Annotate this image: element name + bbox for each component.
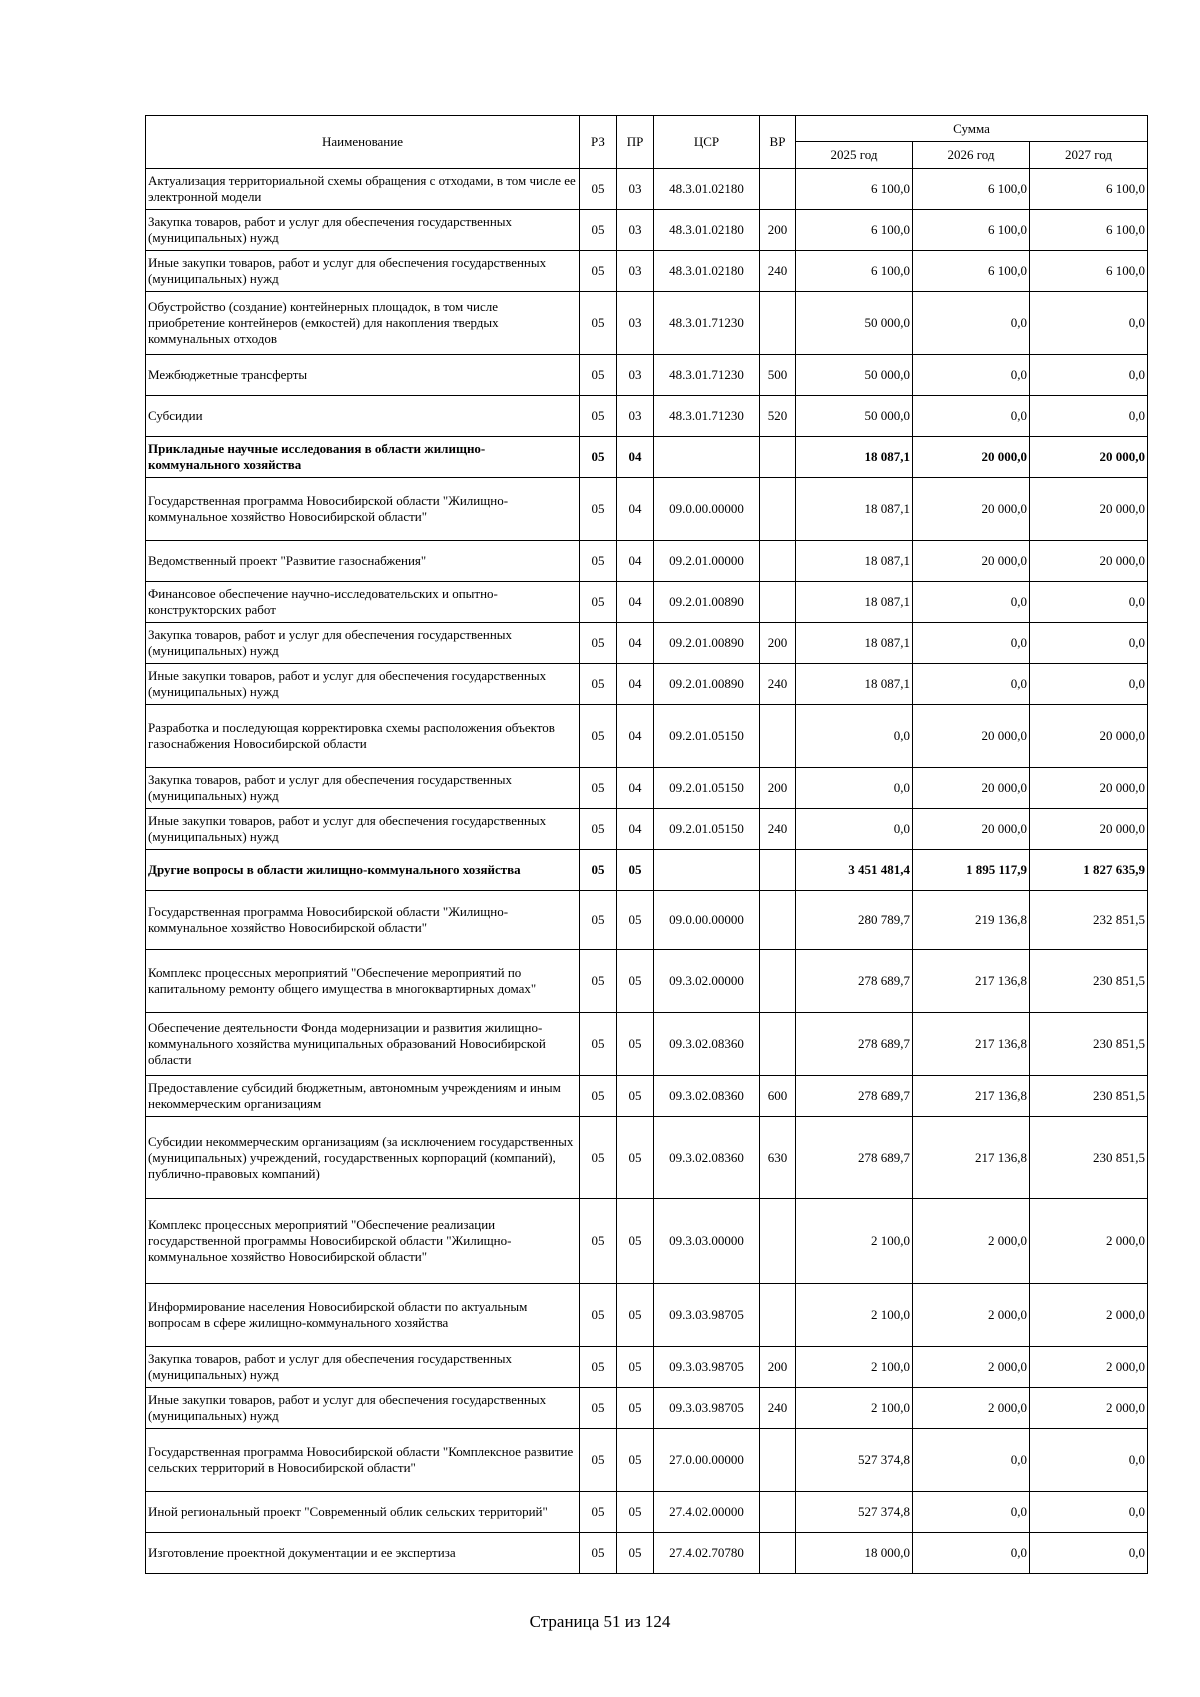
row-name-cell: Разработка и последующая корректировка схемы расположения объектов газоснабжения Новосибирской области <box>146 705 580 768</box>
row-rz-cell: 05 <box>580 355 617 396</box>
header-year-2026: 2026 год <box>913 142 1030 169</box>
row-sum-2026-cell: 2 000,0 <box>913 1284 1030 1347</box>
row-vr-cell <box>760 169 796 210</box>
row-name-cell: Государственная программа Новосибирской области "Жилищно-коммунальное хозяйство Новосибирской области" <box>146 478 580 541</box>
row-pr-cell: 05 <box>617 1076 654 1117</box>
row-sum-2027-cell: 0,0 <box>1030 292 1148 355</box>
table-row <box>146 950 1148 1013</box>
row-sum-2027-cell: 2 000,0 <box>1030 1284 1148 1347</box>
row-vr-cell: 630 <box>760 1117 796 1199</box>
table-row <box>146 582 1148 623</box>
row-sum-2025-cell: 18 087,1 <box>796 478 913 541</box>
header-year-2025: 2025 год <box>796 142 913 169</box>
row-vr-cell: 240 <box>760 251 796 292</box>
row-pr-cell: 05 <box>617 850 654 891</box>
row-pr-cell: 05 <box>617 1533 654 1574</box>
header-csr: ЦСР <box>654 116 760 169</box>
row-pr-cell: 05 <box>617 1013 654 1076</box>
row-sum-2027-cell: 20 000,0 <box>1030 478 1148 541</box>
row-vr-cell <box>760 705 796 768</box>
row-rz-cell: 05 <box>580 950 617 1013</box>
table-row <box>146 1429 1148 1492</box>
row-name-cell: Ведомственный проект "Развитие газоснабжения" <box>146 541 580 582</box>
row-csr-cell: 09.3.02.08360 <box>654 1013 760 1076</box>
row-pr-cell: 03 <box>617 210 654 251</box>
row-sum-2025-cell: 280 789,7 <box>796 891 913 950</box>
row-sum-2027-cell: 20 000,0 <box>1030 809 1148 850</box>
row-name-cell: Иные закупки товаров, работ и услуг для обеспечения государственных (муниципальных) нужд <box>146 251 580 292</box>
row-pr-cell: 04 <box>617 541 654 582</box>
row-csr-cell: 48.3.01.02180 <box>654 169 760 210</box>
row-sum-2025-cell: 2 100,0 <box>796 1199 913 1284</box>
row-sum-2027-cell: 0,0 <box>1030 396 1148 437</box>
row-pr-cell: 04 <box>617 705 654 768</box>
table-row <box>146 664 1148 705</box>
row-vr-cell <box>760 950 796 1013</box>
row-rz-cell: 05 <box>580 251 617 292</box>
row-csr-cell: 09.2.01.05150 <box>654 705 760 768</box>
row-sum-2026-cell: 219 136,8 <box>913 891 1030 950</box>
row-sum-2027-cell: 0,0 <box>1030 623 1148 664</box>
row-rz-cell: 05 <box>580 1284 617 1347</box>
row-csr-cell: 09.3.02.00000 <box>654 950 760 1013</box>
table-row <box>146 705 1148 768</box>
header-year-2027: 2027 год <box>1030 142 1148 169</box>
row-sum-2025-cell: 527 374,8 <box>796 1492 913 1533</box>
row-pr-cell: 05 <box>617 1429 654 1492</box>
row-name-cell: Иные закупки товаров, работ и услуг для обеспечения государственных (муниципальных) нужд <box>146 1388 580 1429</box>
row-sum-2026-cell: 2 000,0 <box>913 1199 1030 1284</box>
row-sum-2025-cell: 6 100,0 <box>796 251 913 292</box>
row-sum-2027-cell: 6 100,0 <box>1030 169 1148 210</box>
row-csr-cell: 09.2.01.00890 <box>654 582 760 623</box>
row-sum-2025-cell: 278 689,7 <box>796 1117 913 1199</box>
row-sum-2027-cell: 0,0 <box>1030 664 1148 705</box>
row-sum-2026-cell: 20 000,0 <box>913 437 1030 478</box>
row-vr-cell <box>760 292 796 355</box>
row-name-cell: Иные закупки товаров, работ и услуг для обеспечения государственных (муниципальных) нужд <box>146 664 580 705</box>
row-sum-2027-cell: 0,0 <box>1030 1429 1148 1492</box>
table-body <box>146 169 1148 1574</box>
row-sum-2026-cell: 0,0 <box>913 1492 1030 1533</box>
row-name-cell: Комплекс процессных мероприятий "Обеспечение мероприятий по капитальному ремонту общего имущества в многоквартирных домах" <box>146 950 580 1013</box>
row-sum-2025-cell: 50 000,0 <box>796 355 913 396</box>
row-sum-2027-cell: 6 100,0 <box>1030 210 1148 251</box>
row-name-cell: Обеспечение деятельности Фонда модернизации и развития жилищно-коммунального хозяйства муниципальных образований Новосибирской области <box>146 1013 580 1076</box>
row-sum-2026-cell: 2 000,0 <box>913 1347 1030 1388</box>
row-rz-cell: 05 <box>580 1533 617 1574</box>
row-name-cell: Обустройство (создание) контейнерных площадок, в том числе приобретение контейнеров (емкостей) для накопления твердых коммунальных отходов <box>146 292 580 355</box>
row-sum-2026-cell: 0,0 <box>913 1533 1030 1574</box>
row-name-cell: Информирование населения Новосибирской области по актуальным вопросам в сфере жилищно-коммунального хозяйства <box>146 1284 580 1347</box>
table-row <box>146 1347 1148 1388</box>
table-row <box>146 1284 1148 1347</box>
row-sum-2027-cell: 20 000,0 <box>1030 541 1148 582</box>
row-sum-2025-cell: 278 689,7 <box>796 1013 913 1076</box>
table-header <box>146 116 1148 169</box>
row-sum-2027-cell: 20 000,0 <box>1030 705 1148 768</box>
row-rz-cell: 05 <box>580 292 617 355</box>
row-vr-cell: 600 <box>760 1076 796 1117</box>
row-rz-cell: 05 <box>580 210 617 251</box>
header-rz: РЗ <box>580 116 617 169</box>
row-sum-2025-cell: 18 087,1 <box>796 541 913 582</box>
row-vr-cell: 240 <box>760 1388 796 1429</box>
row-rz-cell: 05 <box>580 623 617 664</box>
row-csr-cell: 09.3.03.00000 <box>654 1199 760 1284</box>
row-pr-cell: 05 <box>617 1347 654 1388</box>
row-sum-2027-cell: 2 000,0 <box>1030 1388 1148 1429</box>
row-sum-2026-cell: 6 100,0 <box>913 169 1030 210</box>
row-csr-cell: 09.3.03.98705 <box>654 1347 760 1388</box>
row-pr-cell: 03 <box>617 169 654 210</box>
page-number: Страница 51 из 124 <box>529 1612 671 1631</box>
row-pr-cell: 05 <box>617 1117 654 1199</box>
row-sum-2027-cell: 2 000,0 <box>1030 1347 1148 1388</box>
row-sum-2026-cell: 0,0 <box>913 664 1030 705</box>
row-pr-cell: 05 <box>617 950 654 1013</box>
row-csr-cell: 09.3.03.98705 <box>654 1284 760 1347</box>
row-csr-cell <box>654 850 760 891</box>
row-name-cell: Закупка товаров, работ и услуг для обеспечения государственных (муниципальных) нужд <box>146 1347 580 1388</box>
row-sum-2026-cell: 20 000,0 <box>913 705 1030 768</box>
table-row <box>146 1533 1148 1574</box>
row-csr-cell: 09.2.01.00000 <box>654 541 760 582</box>
row-rz-cell: 05 <box>580 1013 617 1076</box>
row-sum-2025-cell: 50 000,0 <box>796 292 913 355</box>
row-rz-cell: 05 <box>580 437 617 478</box>
row-sum-2027-cell: 2 000,0 <box>1030 1199 1148 1284</box>
row-sum-2026-cell: 20 000,0 <box>913 768 1030 809</box>
row-sum-2025-cell: 6 100,0 <box>796 169 913 210</box>
row-csr-cell: 09.2.01.00890 <box>654 664 760 705</box>
table-row <box>146 850 1148 891</box>
row-pr-cell: 04 <box>617 809 654 850</box>
row-sum-2027-cell: 230 851,5 <box>1030 1117 1148 1199</box>
row-rz-cell: 05 <box>580 664 617 705</box>
row-sum-2026-cell: 0,0 <box>913 623 1030 664</box>
row-name-cell: Субсидии некоммерческим организациям (за исключением государственных (муниципальных) учреждений, государственных корпораций (компаний), публично-правовых компаний) <box>146 1117 580 1199</box>
row-csr-cell: 09.2.01.05150 <box>654 809 760 850</box>
row-sum-2025-cell: 527 374,8 <box>796 1429 913 1492</box>
table-row <box>146 623 1148 664</box>
row-sum-2027-cell: 230 851,5 <box>1030 1076 1148 1117</box>
row-vr-cell <box>760 541 796 582</box>
row-sum-2026-cell: 217 136,8 <box>913 1013 1030 1076</box>
row-rz-cell: 05 <box>580 541 617 582</box>
row-pr-cell: 05 <box>617 1388 654 1429</box>
row-vr-cell: 240 <box>760 809 796 850</box>
row-sum-2026-cell: 217 136,8 <box>913 1076 1030 1117</box>
row-name-cell: Закупка товаров, работ и услуг для обеспечения государственных (муниципальных) нужд <box>146 210 580 251</box>
row-pr-cell: 04 <box>617 623 654 664</box>
table-row <box>146 809 1148 850</box>
row-name-cell: Межбюджетные трансферты <box>146 355 580 396</box>
row-sum-2026-cell: 6 100,0 <box>913 210 1030 251</box>
row-name-cell: Закупка товаров, работ и услуг для обеспечения государственных (муниципальных) нужд <box>146 623 580 664</box>
row-rz-cell: 05 <box>580 1076 617 1117</box>
row-sum-2026-cell: 1 895 117,9 <box>913 850 1030 891</box>
row-vr-cell: 520 <box>760 396 796 437</box>
table-row <box>146 1013 1148 1076</box>
row-sum-2025-cell: 18 087,1 <box>796 582 913 623</box>
row-vr-cell <box>760 437 796 478</box>
row-sum-2025-cell: 6 100,0 <box>796 210 913 251</box>
table-row <box>146 1117 1148 1199</box>
table-row <box>146 210 1148 251</box>
row-vr-cell <box>760 1429 796 1492</box>
row-pr-cell: 05 <box>617 1492 654 1533</box>
budget-table <box>145 115 1148 1574</box>
row-pr-cell: 03 <box>617 251 654 292</box>
row-rz-cell: 05 <box>580 768 617 809</box>
row-vr-cell <box>760 1199 796 1284</box>
row-vr-cell: 200 <box>760 768 796 809</box>
row-vr-cell: 500 <box>760 355 796 396</box>
header-vr: ВР <box>760 116 796 169</box>
row-rz-cell: 05 <box>580 169 617 210</box>
row-vr-cell <box>760 478 796 541</box>
row-rz-cell: 05 <box>580 1117 617 1199</box>
row-csr-cell: 09.0.00.00000 <box>654 891 760 950</box>
row-sum-2027-cell: 0,0 <box>1030 355 1148 396</box>
row-name-cell: Субсидии <box>146 396 580 437</box>
row-csr-cell: 27.4.02.00000 <box>654 1492 760 1533</box>
table-row <box>146 1199 1148 1284</box>
row-sum-2025-cell: 2 100,0 <box>796 1347 913 1388</box>
row-pr-cell: 04 <box>617 664 654 705</box>
row-sum-2025-cell: 18 087,1 <box>796 664 913 705</box>
row-csr-cell: 27.0.00.00000 <box>654 1429 760 1492</box>
row-pr-cell: 05 <box>617 1284 654 1347</box>
row-sum-2027-cell: 230 851,5 <box>1030 950 1148 1013</box>
table-row <box>146 1492 1148 1533</box>
row-name-cell: Изготовление проектной документации и ее экспертиза <box>146 1533 580 1574</box>
row-sum-2027-cell: 0,0 <box>1030 1533 1148 1574</box>
table-row <box>146 478 1148 541</box>
table-row <box>146 1388 1148 1429</box>
row-sum-2026-cell: 2 000,0 <box>913 1388 1030 1429</box>
row-sum-2026-cell: 217 136,8 <box>913 1117 1030 1199</box>
row-sum-2026-cell: 0,0 <box>913 1429 1030 1492</box>
row-name-cell: Предоставление субсидий бюджетным, автономным учреждениям и иным некоммерческим организациям <box>146 1076 580 1117</box>
row-name-cell: Иной региональный проект "Современный облик сельских территорий" <box>146 1492 580 1533</box>
row-rz-cell: 05 <box>580 809 617 850</box>
table-row <box>146 437 1148 478</box>
row-vr-cell <box>760 1533 796 1574</box>
row-name-cell: Прикладные научные исследования в области жилищно-коммунального хозяйства <box>146 437 580 478</box>
row-csr-cell: 48.3.01.71230 <box>654 396 760 437</box>
row-sum-2026-cell: 0,0 <box>913 396 1030 437</box>
row-sum-2025-cell: 18 087,1 <box>796 623 913 664</box>
row-csr-cell: 27.4.02.70780 <box>654 1533 760 1574</box>
row-pr-cell: 04 <box>617 768 654 809</box>
row-sum-2026-cell: 0,0 <box>913 582 1030 623</box>
row-csr-cell: 09.2.01.00890 <box>654 623 760 664</box>
row-csr-cell: 48.3.01.02180 <box>654 210 760 251</box>
row-rz-cell: 05 <box>580 1388 617 1429</box>
row-pr-cell: 03 <box>617 355 654 396</box>
row-sum-2025-cell: 2 100,0 <box>796 1388 913 1429</box>
row-pr-cell: 03 <box>617 292 654 355</box>
row-sum-2027-cell: 230 851,5 <box>1030 1013 1148 1076</box>
row-sum-2025-cell: 0,0 <box>796 809 913 850</box>
row-sum-2025-cell: 0,0 <box>796 768 913 809</box>
table-row <box>146 1076 1148 1117</box>
row-pr-cell: 03 <box>617 396 654 437</box>
row-sum-2025-cell: 50 000,0 <box>796 396 913 437</box>
row-name-cell: Иные закупки товаров, работ и услуг для обеспечения государственных (муниципальных) нужд <box>146 809 580 850</box>
row-sum-2025-cell: 278 689,7 <box>796 1076 913 1117</box>
row-sum-2027-cell: 6 100,0 <box>1030 251 1148 292</box>
row-rz-cell: 05 <box>580 1199 617 1284</box>
row-vr-cell <box>760 1492 796 1533</box>
row-csr-cell: 09.3.02.08360 <box>654 1076 760 1117</box>
row-sum-2027-cell: 20 000,0 <box>1030 768 1148 809</box>
row-name-cell: Закупка товаров, работ и услуг для обеспечения государственных (муниципальных) нужд <box>146 768 580 809</box>
row-rz-cell: 05 <box>580 1347 617 1388</box>
row-csr-cell <box>654 437 760 478</box>
row-sum-2026-cell: 217 136,8 <box>913 950 1030 1013</box>
row-sum-2026-cell: 20 000,0 <box>913 541 1030 582</box>
row-sum-2026-cell: 6 100,0 <box>913 251 1030 292</box>
row-name-cell: Комплекс процессных мероприятий "Обеспечение реализации государственной программы Новосибирской области "Жилищно-коммунальное хозяйство Новосибирской области" <box>146 1199 580 1284</box>
table-row <box>146 169 1148 210</box>
row-csr-cell: 48.3.01.02180 <box>654 251 760 292</box>
row-name-cell: Актуализация территориальной схемы обращения с отходами, в том числе ее электронной модели <box>146 169 580 210</box>
row-csr-cell: 09.2.01.05150 <box>654 768 760 809</box>
table-row <box>146 396 1148 437</box>
table-row <box>146 292 1148 355</box>
row-vr-cell <box>760 582 796 623</box>
row-csr-cell: 09.3.03.98705 <box>654 1388 760 1429</box>
row-sum-2026-cell: 0,0 <box>913 355 1030 396</box>
row-sum-2026-cell: 20 000,0 <box>913 478 1030 541</box>
row-name-cell: Государственная программа Новосибирской области "Жилищно-коммунальное хозяйство Новосибирской области" <box>146 891 580 950</box>
row-sum-2027-cell: 232 851,5 <box>1030 891 1148 950</box>
row-pr-cell: 04 <box>617 437 654 478</box>
table-row <box>146 355 1148 396</box>
row-vr-cell: 200 <box>760 623 796 664</box>
row-csr-cell: 09.3.02.08360 <box>654 1117 760 1199</box>
row-vr-cell: 240 <box>760 664 796 705</box>
header-name: Наименование <box>146 116 580 169</box>
table-row <box>146 891 1148 950</box>
table-row <box>146 768 1148 809</box>
row-vr-cell <box>760 1013 796 1076</box>
row-rz-cell: 05 <box>580 705 617 768</box>
row-sum-2025-cell: 18 087,1 <box>796 437 913 478</box>
row-rz-cell: 05 <box>580 1429 617 1492</box>
row-csr-cell: 48.3.01.71230 <box>654 292 760 355</box>
table-row <box>146 541 1148 582</box>
row-csr-cell: 09.0.00.00000 <box>654 478 760 541</box>
row-vr-cell <box>760 850 796 891</box>
row-rz-cell: 05 <box>580 891 617 950</box>
header-sum: Сумма <box>796 116 1148 142</box>
row-rz-cell: 05 <box>580 478 617 541</box>
row-pr-cell: 04 <box>617 582 654 623</box>
row-pr-cell: 04 <box>617 478 654 541</box>
row-rz-cell: 05 <box>580 396 617 437</box>
row-sum-2027-cell: 20 000,0 <box>1030 437 1148 478</box>
row-rz-cell: 05 <box>580 850 617 891</box>
row-sum-2027-cell: 0,0 <box>1030 1492 1148 1533</box>
row-sum-2025-cell: 3 451 481,4 <box>796 850 913 891</box>
row-sum-2025-cell: 0,0 <box>796 705 913 768</box>
row-rz-cell: 05 <box>580 1492 617 1533</box>
row-vr-cell: 200 <box>760 1347 796 1388</box>
row-sum-2025-cell: 18 000,0 <box>796 1533 913 1574</box>
row-sum-2027-cell: 1 827 635,9 <box>1030 850 1148 891</box>
row-csr-cell: 48.3.01.71230 <box>654 355 760 396</box>
row-sum-2027-cell: 0,0 <box>1030 582 1148 623</box>
row-vr-cell <box>760 891 796 950</box>
row-sum-2025-cell: 278 689,7 <box>796 950 913 1013</box>
row-pr-cell: 05 <box>617 891 654 950</box>
row-rz-cell: 05 <box>580 582 617 623</box>
row-name-cell: Государственная программа Новосибирской области "Комплексное развитие сельских территорий в Новосибирской области" <box>146 1429 580 1492</box>
row-sum-2025-cell: 2 100,0 <box>796 1284 913 1347</box>
row-vr-cell: 200 <box>760 210 796 251</box>
row-name-cell: Другие вопросы в области жилищно-коммунального хозяйства <box>146 850 580 891</box>
header-pr: ПР <box>617 116 654 169</box>
table-row <box>146 251 1148 292</box>
row-sum-2026-cell: 20 000,0 <box>913 809 1030 850</box>
row-pr-cell: 05 <box>617 1199 654 1284</box>
row-vr-cell <box>760 1284 796 1347</box>
row-name-cell: Финансовое обеспечение научно-исследовательских и опытно-конструкторских работ <box>146 582 580 623</box>
row-sum-2026-cell: 0,0 <box>913 292 1030 355</box>
